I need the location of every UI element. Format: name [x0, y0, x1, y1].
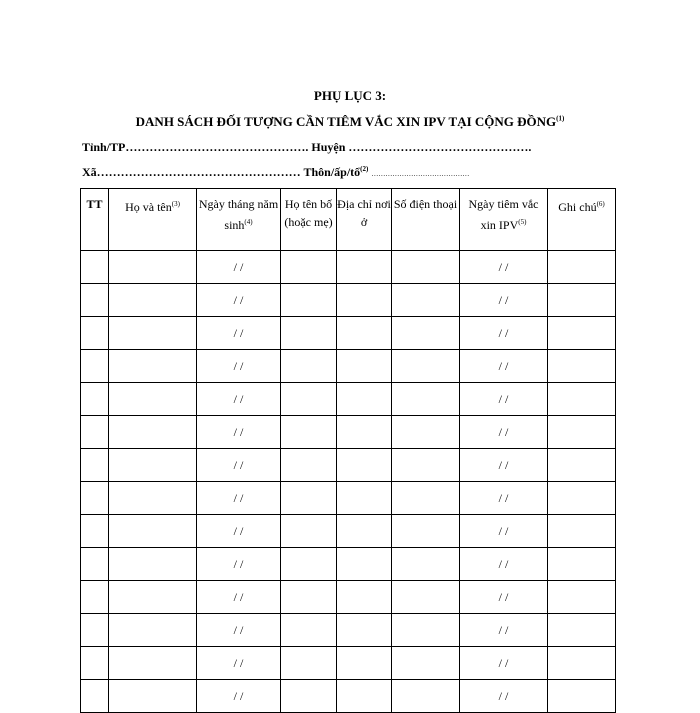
table-cell[interactable] [281, 515, 337, 548]
table-cell[interactable] [281, 416, 337, 449]
table-cell[interactable] [281, 251, 337, 284]
table-cell[interactable] [548, 548, 616, 581]
table-cell[interactable] [392, 383, 460, 416]
subtitle-footnote: (1) [556, 114, 565, 123]
col-header-address: Địa chỉ nơi ở [337, 189, 392, 251]
table-cell[interactable] [392, 251, 460, 284]
table-cell[interactable] [548, 251, 616, 284]
table-cell[interactable]: / / [460, 383, 548, 416]
table-cell[interactable] [81, 383, 109, 416]
table-cell[interactable] [281, 350, 337, 383]
province-dots: ………………………………………. [125, 140, 309, 154]
table-cell[interactable] [81, 449, 109, 482]
table-cell[interactable] [548, 647, 616, 680]
table-cell[interactable]: / / [197, 548, 281, 581]
table-row [81, 449, 616, 482]
table-row [81, 251, 616, 284]
table-row [81, 416, 616, 449]
table-cell[interactable] [548, 317, 616, 350]
table-cell[interactable] [337, 680, 392, 713]
table-cell[interactable] [392, 614, 460, 647]
table-cell[interactable] [81, 647, 109, 680]
col-header-phone: Số điện thoại [392, 189, 460, 251]
province-label: Tỉnh/TP [82, 140, 126, 154]
table-cell[interactable]: / / [460, 350, 548, 383]
table-cell[interactable]: / / [460, 680, 548, 713]
table-cell[interactable] [392, 416, 460, 449]
table-cell[interactable] [392, 548, 460, 581]
table-cell[interactable] [548, 482, 616, 515]
district-dots: ………………………………………. [348, 140, 532, 154]
table-cell[interactable]: / / [197, 317, 281, 350]
table-cell[interactable] [337, 284, 392, 317]
table-cell[interactable] [81, 614, 109, 647]
col-header-ipv-date: Ngày tiêm vắc xin IPV$^{(5)}$ [460, 189, 548, 251]
table-cell[interactable] [109, 449, 197, 482]
table-cell[interactable]: / / [460, 317, 548, 350]
table-cell[interactable] [109, 614, 197, 647]
table-cell[interactable] [281, 449, 337, 482]
village-label: Thôn/ấp/tổ [303, 165, 361, 179]
table-row [81, 383, 616, 416]
table-cell[interactable] [281, 614, 337, 647]
table-cell[interactable] [392, 449, 460, 482]
table-cell[interactable] [281, 647, 337, 680]
table-cell[interactable] [109, 251, 197, 284]
table-cell[interactable] [548, 515, 616, 548]
table-cell[interactable]: / / [197, 680, 281, 713]
table-cell[interactable]: / / [197, 383, 281, 416]
table-cell[interactable] [392, 647, 460, 680]
table-cell[interactable] [109, 548, 197, 581]
recipient-table [80, 188, 616, 713]
table-cell[interactable] [337, 482, 392, 515]
col-header-tt: TT [81, 189, 109, 251]
table-cell[interactable] [392, 350, 460, 383]
table-cell[interactable] [81, 416, 109, 449]
table-cell[interactable] [109, 416, 197, 449]
commune-label: Xã [82, 165, 97, 179]
table-cell[interactable]: / / [197, 482, 281, 515]
table-cell[interactable] [337, 614, 392, 647]
table-cell[interactable] [548, 614, 616, 647]
table-cell[interactable]: / / [197, 581, 281, 614]
table-cell[interactable] [337, 383, 392, 416]
table-row [81, 515, 616, 548]
table-cell[interactable] [81, 350, 109, 383]
table-cell[interactable] [81, 284, 109, 317]
col-header-parent: Họ tên bố (hoặc mẹ) [281, 189, 337, 251]
table-cell[interactable] [81, 317, 109, 350]
table-cell[interactable]: / / [197, 350, 281, 383]
table-cell[interactable]: / / [197, 251, 281, 284]
table-row [81, 614, 616, 647]
table-cell[interactable] [337, 515, 392, 548]
table-cell[interactable] [392, 284, 460, 317]
table-cell[interactable] [109, 515, 197, 548]
table-cell[interactable]: / / [460, 548, 548, 581]
page-title: PHỤ LỤC 3: [313, 88, 387, 103]
table-cell[interactable] [392, 317, 460, 350]
table-cell[interactable] [81, 548, 109, 581]
table-cell[interactable] [281, 548, 337, 581]
table-cell[interactable]: / / [197, 284, 281, 317]
table-cell[interactable]: / / [460, 647, 548, 680]
table-cell[interactable]: / / [460, 482, 548, 515]
table-cell[interactable] [109, 680, 197, 713]
village-dots: …………………………………… [371, 170, 470, 178]
table-cell[interactable] [109, 350, 197, 383]
table-cell[interactable] [109, 383, 197, 416]
table-row [81, 680, 616, 713]
table-cell[interactable] [109, 284, 197, 317]
table-cell[interactable] [81, 251, 109, 284]
table-cell[interactable] [337, 581, 392, 614]
table-cell[interactable] [392, 680, 460, 713]
district-label: Huyện [311, 140, 346, 154]
table-cell[interactable]: / / [197, 449, 281, 482]
table-cell[interactable] [281, 317, 337, 350]
subtitle-text: DANH SÁCH ĐỐI TƯỢNG CẦN TIÊM VẮC XIN IPV TẠI CỘNG ĐỒNG [135, 114, 557, 129]
table-cell[interactable]: / / [197, 647, 281, 680]
table-row [81, 548, 616, 581]
table-cell[interactable] [109, 581, 197, 614]
table-cell[interactable] [548, 284, 616, 317]
table-cell[interactable] [281, 680, 337, 713]
table-cell[interactable]: / / [460, 416, 548, 449]
table-cell[interactable] [548, 383, 616, 416]
table-cell[interactable] [81, 515, 109, 548]
page-subtitle [0, 114, 700, 130]
table-cell[interactable] [281, 482, 337, 515]
table-cell[interactable] [81, 581, 109, 614]
table-cell[interactable] [109, 317, 197, 350]
table-cell[interactable]: / / [197, 614, 281, 647]
table-row [81, 284, 616, 317]
table-cell[interactable] [281, 383, 337, 416]
table-cell[interactable] [281, 284, 337, 317]
table-row [81, 482, 616, 515]
table-cell[interactable] [392, 581, 460, 614]
table-cell[interactable] [548, 581, 616, 614]
table-cell[interactable] [337, 548, 392, 581]
table-cell[interactable]: / / [197, 515, 281, 548]
table-cell[interactable]: / / [460, 614, 548, 647]
table-cell[interactable] [81, 482, 109, 515]
table-row [81, 581, 616, 614]
table-cell[interactable] [548, 350, 616, 383]
table-cell[interactable] [337, 647, 392, 680]
col-header-notes: Ghi chú$^{(6)}$ [548, 189, 616, 251]
table-cell[interactable]: / / [460, 251, 548, 284]
table-header-row [81, 189, 616, 251]
table-cell[interactable] [109, 647, 197, 680]
table-cell[interactable] [392, 482, 460, 515]
table-row [81, 350, 616, 383]
table-cell[interactable]: / / [197, 416, 281, 449]
table-cell[interactable]: / / [460, 449, 548, 482]
table-cell[interactable]: / / [460, 515, 548, 548]
table-row [81, 647, 616, 680]
table-cell[interactable] [109, 482, 197, 515]
table-cell[interactable] [337, 317, 392, 350]
location-line-1 [82, 140, 622, 155]
table-cell[interactable] [392, 515, 460, 548]
table-cell[interactable]: / / [460, 284, 548, 317]
col-header-dob: Ngày tháng năm $\sinh^{(4)}$ [197, 189, 281, 251]
table-cell[interactable] [548, 680, 616, 713]
col-header-name: Họ và tên$^{(3)}$ [109, 189, 197, 251]
table-cell[interactable] [548, 449, 616, 482]
table-cell[interactable] [337, 251, 392, 284]
table-cell[interactable]: / / [460, 581, 548, 614]
table-cell[interactable] [81, 680, 109, 713]
location-line-2 [82, 165, 622, 180]
table-cell[interactable] [337, 350, 392, 383]
table-row [81, 317, 616, 350]
table-cell[interactable] [548, 416, 616, 449]
commune-dots: …………………………………………… [96, 165, 301, 179]
table-cell[interactable] [337, 449, 392, 482]
table-cell[interactable] [337, 416, 392, 449]
village-footnote: (2) [360, 165, 369, 173]
table-cell[interactable] [281, 581, 337, 614]
